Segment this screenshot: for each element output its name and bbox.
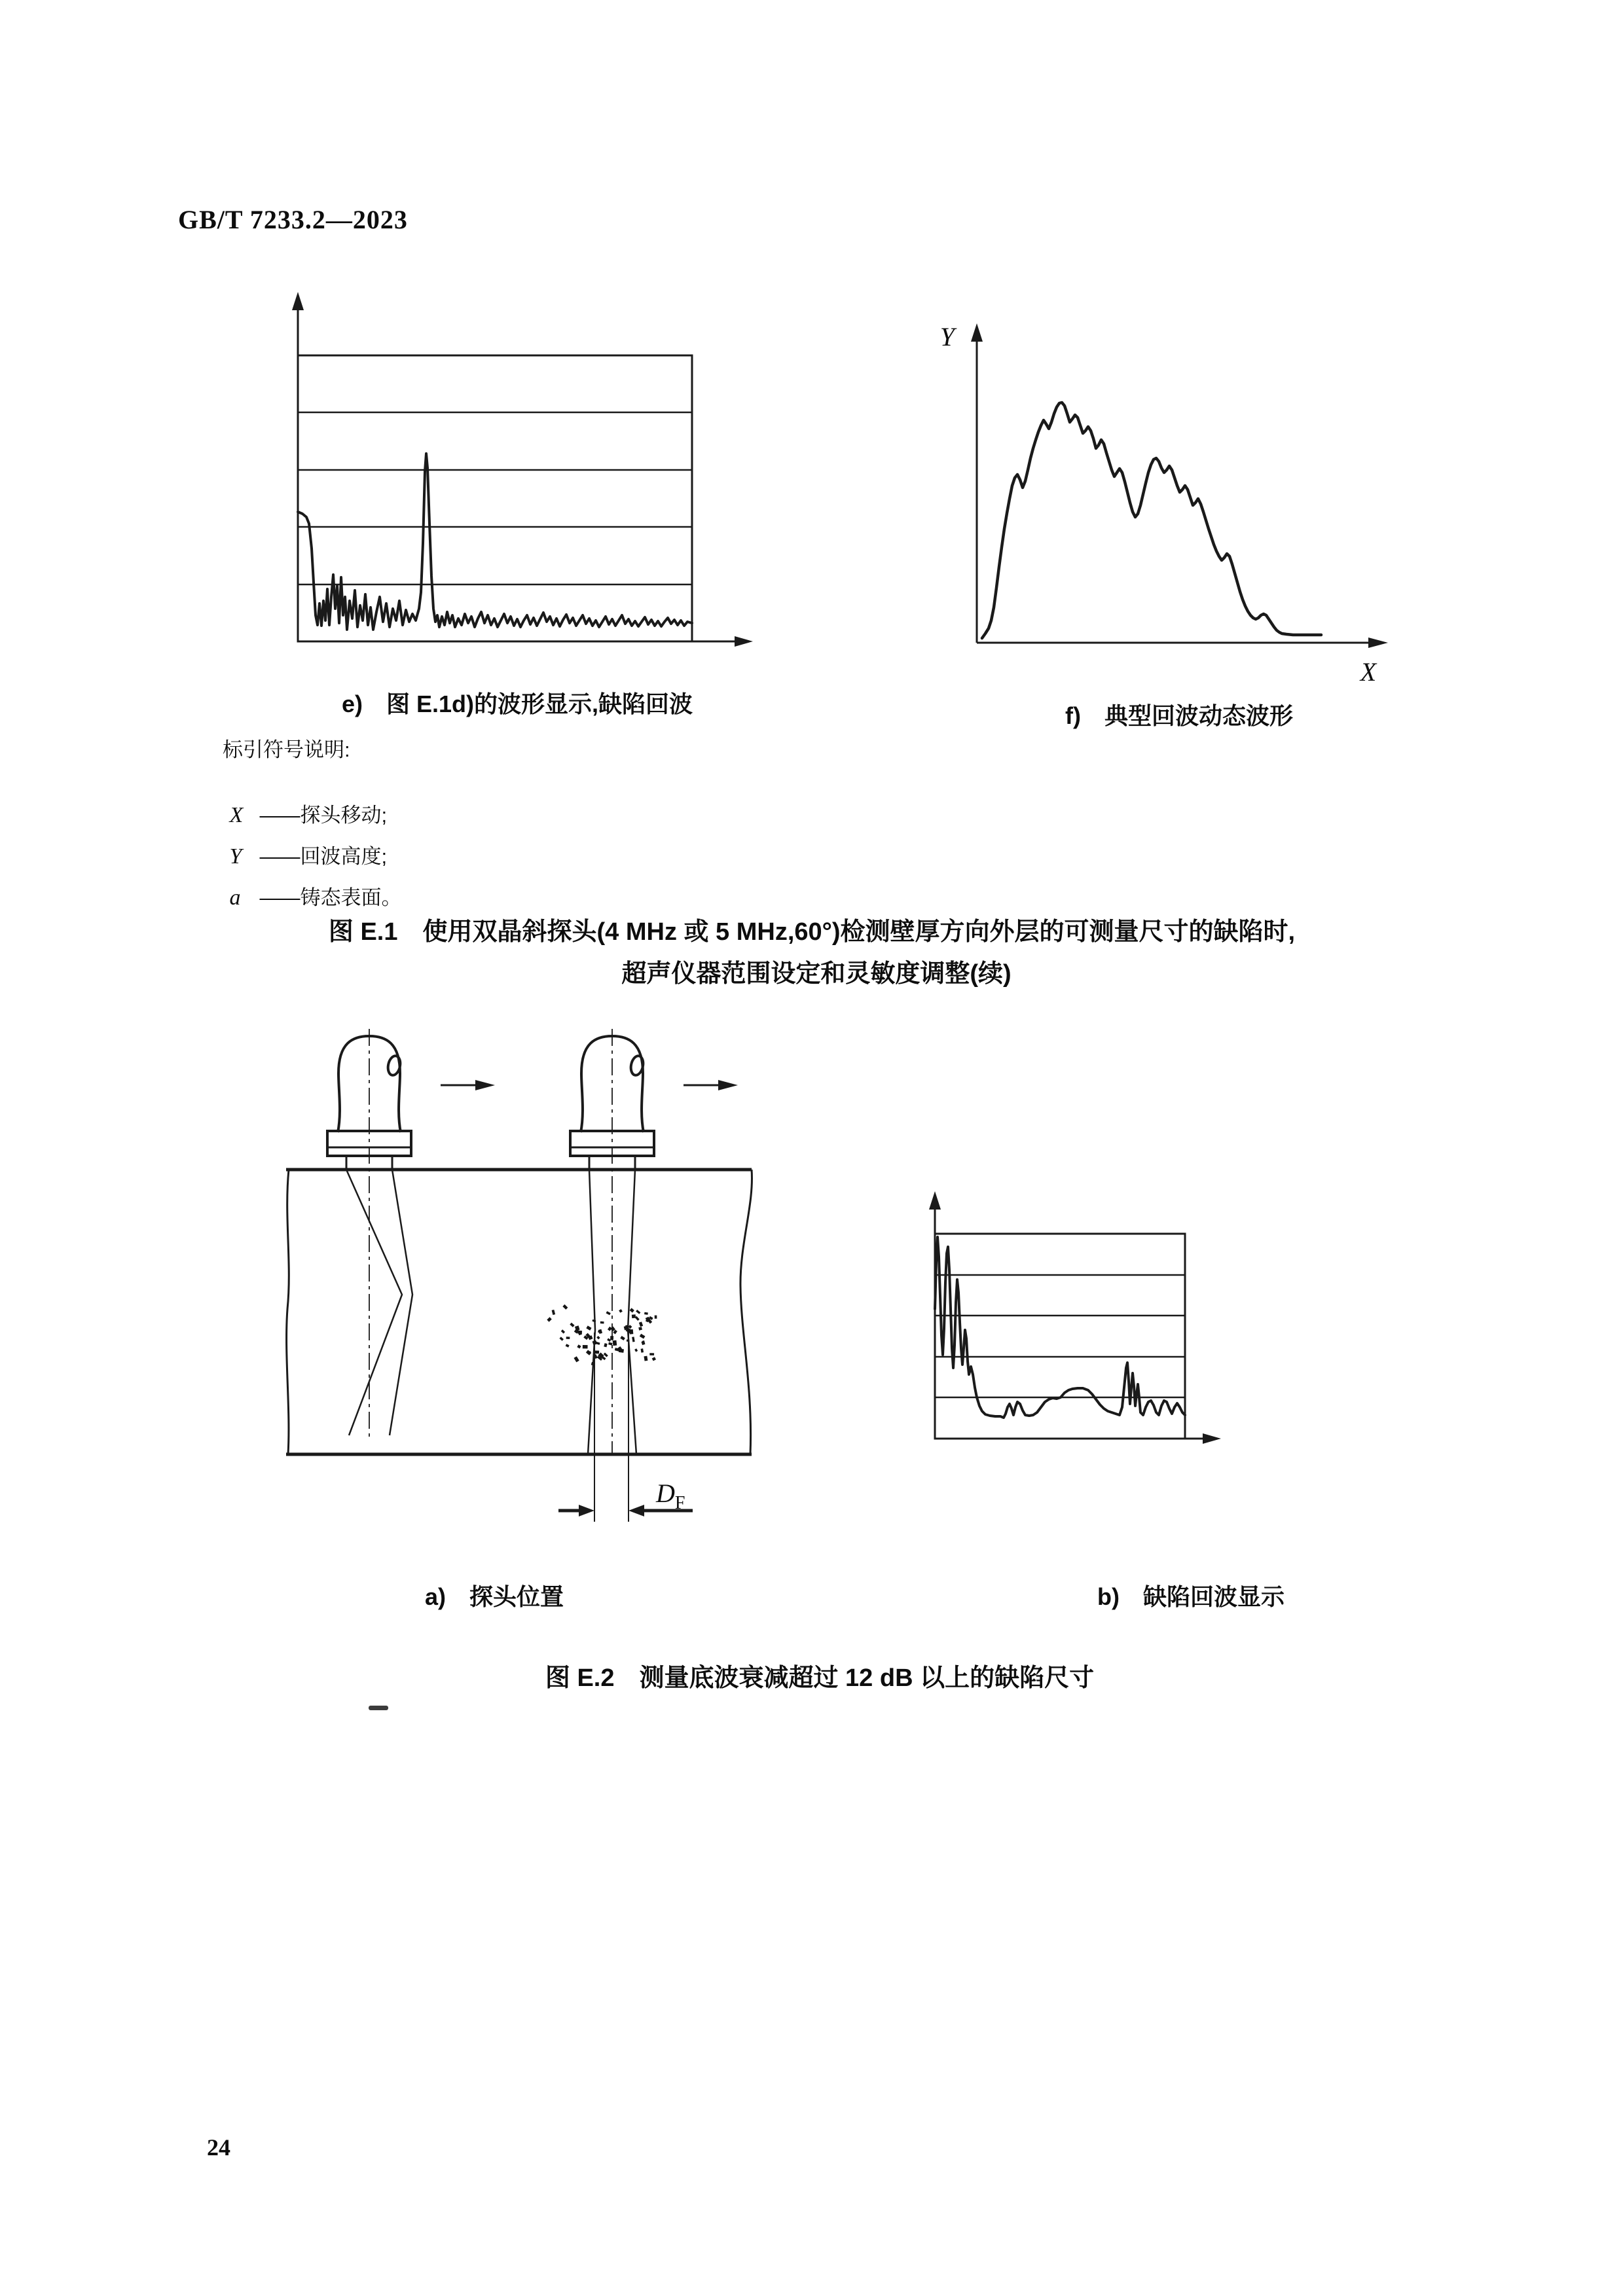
probe-left <box>327 1029 412 1437</box>
beam-edge-right <box>390 1170 412 1435</box>
legend-symbol: a <box>229 886 241 910</box>
stray-dash-mark <box>369 1706 388 1710</box>
screen-frame <box>935 1234 1185 1439</box>
fig-e2b-waveform-plot <box>910 1172 1250 1466</box>
figure-e1-title-line1: 图 E.1 使用双晶斜探头(4 MHz 或 5 MHz,60°)检测壁厚方向外层的可测量尺寸的缺陷时, <box>328 918 1296 946</box>
a-scan-trace <box>298 454 692 630</box>
figure-e2-title: 图 E.2 测量底波衰减超过 12 dB 以上的缺陷尺寸 <box>545 1664 1095 1692</box>
legend-title: 标引符号说明: <box>223 738 350 761</box>
caption-a: a) 探头位置 <box>424 1583 564 1610</box>
echo-dynamic-curve <box>982 403 1321 638</box>
y-axis-arrow-icon <box>971 323 983 342</box>
legend-symbol: X <box>229 803 244 827</box>
horizontal-gridlines <box>298 412 692 584</box>
defect-dot-cloud <box>547 1304 657 1366</box>
page-number: 24 <box>207 2134 230 2161</box>
x-axis-arrow-icon <box>1368 637 1388 648</box>
df-dimension-label: $D_F$ <box>656 1479 685 1513</box>
probe-right <box>570 1029 654 1454</box>
fig-e2a-probe-diagram <box>262 1021 884 1538</box>
caption-f: f) 典型回波动态波形 <box>1065 702 1293 729</box>
legend-desc: ——回波高度; <box>259 845 388 868</box>
beam-edge-left <box>346 1170 402 1435</box>
x-axis-label: X <box>1360 657 1377 687</box>
probe-move-arrow-icon <box>684 1080 738 1090</box>
fig-e1f-envelope-plot <box>917 281 1427 694</box>
legend-symbol: Y <box>229 844 242 869</box>
y-axis-arrow-icon <box>292 292 304 310</box>
probe-move-arrow-icon <box>441 1080 495 1090</box>
a-scan-trace <box>935 1237 1185 1418</box>
x-axis-arrow-icon <box>1203 1433 1221 1444</box>
x-axis-arrow-icon <box>735 636 753 647</box>
fig-e1e-waveform-plot <box>275 281 773 668</box>
caption-b: b) 缺陷回波显示 <box>1097 1583 1285 1610</box>
caption-e: e) 图 E.1d)的波形显示,缺陷回波 <box>341 691 693 717</box>
material-left-edge <box>287 1170 289 1454</box>
legend-desc: ——探头移动; <box>259 804 388 827</box>
material-right-edge <box>740 1170 752 1454</box>
screen-frame <box>298 355 692 641</box>
y-axis-label: Y <box>939 322 955 351</box>
y-axis-arrow-icon <box>929 1191 941 1210</box>
figure-e1-title-line2: 超声仪器范围设定和灵敏度调整(续) <box>621 960 1012 988</box>
legend-desc: ——铸态表面。 <box>259 886 402 909</box>
standard-number-header: GB/T 7233.2—2023 <box>178 205 408 234</box>
